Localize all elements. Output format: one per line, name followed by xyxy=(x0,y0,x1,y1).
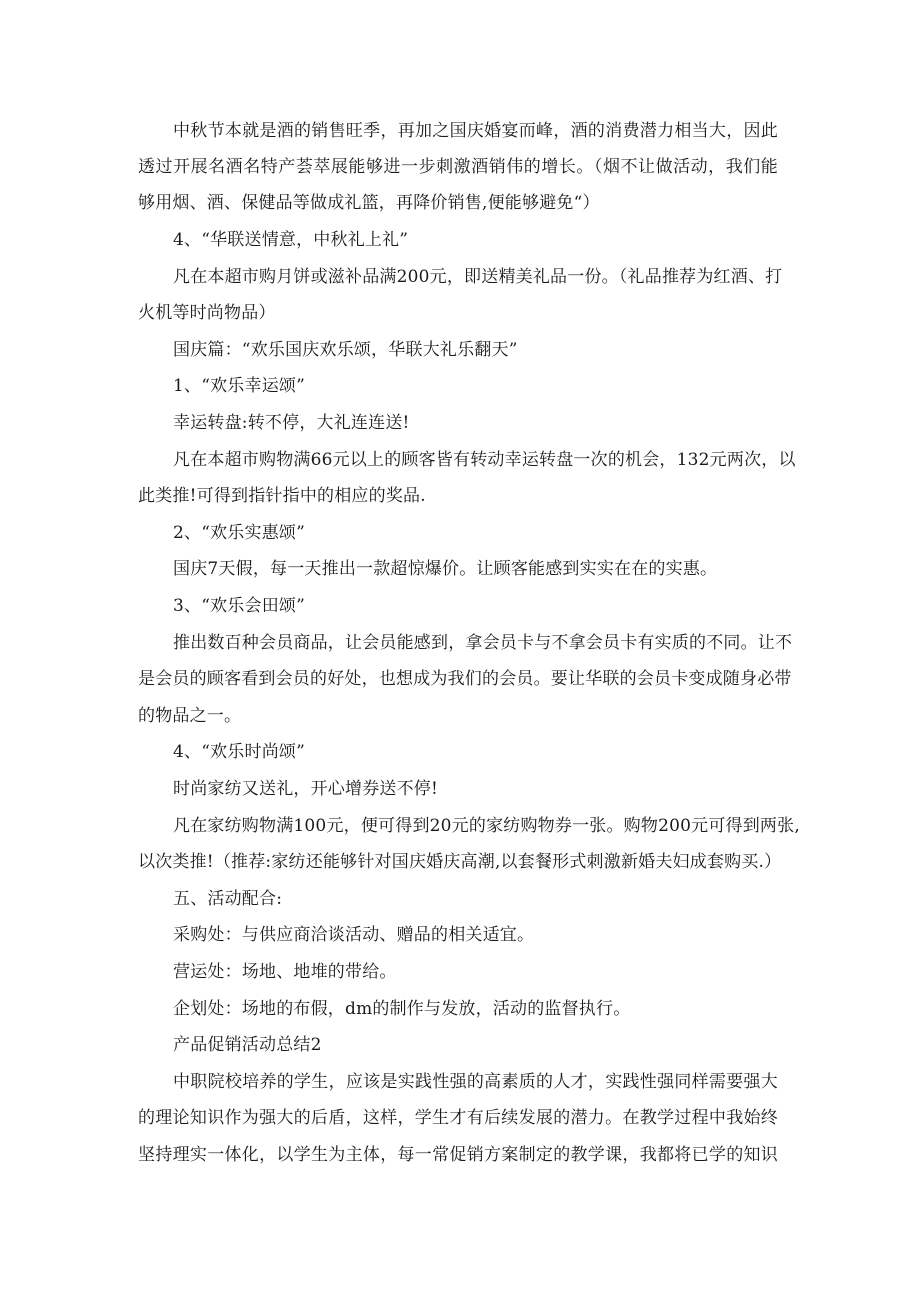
paragraph-line: 的理论知识作为强大的后盾，这样，学生才有后续发展的潜力。在教学过程中我始终 xyxy=(138,1108,778,1128)
paragraph-line: 凡在本超市购物满66元以上的顾客皆有转动幸运转盘一次的机会，132元两次，以 xyxy=(173,450,796,470)
paragraph-line: 采购处：与供应商洽谈活动、赠品的相关适宜。 xyxy=(173,925,535,945)
paragraph-line: 中秋节本就是酒的销售旺季，再加之国庆婚宴而峰，酒的消费潜力相当大，因此 xyxy=(173,121,778,141)
paragraph-line: 以次类推!（推荐:家纺还能够针对国庆婚庆高潮,以套餐形式刺激新婚夫妇成套购买.） xyxy=(138,852,782,872)
section-heading: 2、“欢乐实惠颂” xyxy=(173,523,305,543)
paragraph-line: 的物品之一。 xyxy=(138,706,242,726)
section-heading: 4、“华联送情意，中秋礼上礼” xyxy=(173,230,409,250)
paragraph-line: 幸运转盘:转不停，大礼连连送! xyxy=(173,413,410,433)
paragraph-line: 中职院校培养的学生，应该是实践性强的高素质的人才，实践性强同样需要强大 xyxy=(173,1072,778,1092)
paragraph-line: 坚持理实一体化，以学生为主体，每一常促销方案制定的教学课，我都将已学的知识 xyxy=(138,1145,778,1165)
paragraph-line: 火机等时尚物品） xyxy=(138,303,276,323)
paragraph-line: 凡在本超市购月饼或滋补品满200元，即送精美礼品一份。（礼品推荐为红酒、打 xyxy=(173,267,783,287)
paragraph-line: 企划处：场地的布假，dm的制作与发放，活动的监督执行。 xyxy=(173,999,631,1019)
paragraph-line: 营运处：场地、地堆的带给。 xyxy=(173,962,397,982)
paragraph-line: 时尚家纺又送礼，开心增券送不停! xyxy=(173,779,439,799)
paragraph-line: 是会员的顾客看到会员的好处，也想成为我们的会员。要让华联的会员卡变成随身必带 xyxy=(138,669,792,689)
section-heading: 1、“欢乐幸运颂” xyxy=(173,376,305,396)
section-heading: 国庆篇：“欢乐国庆欢乐颂，华联大礼乐翻天” xyxy=(173,340,518,360)
paragraph-line: 此类推!可得到指针指中的相应的奖品. xyxy=(138,486,426,506)
section-heading: 4、“欢乐时尚颂” xyxy=(173,742,305,762)
paragraph-line: 够用烟、酒、保健品等做成礼篮，再降价销售,便能够避免“） xyxy=(138,193,600,213)
paragraph-line: 透过开展名酒名特产荟萃展能够进一步刺激酒销伟的增长。（烟不让做活动，我们能 xyxy=(138,157,778,177)
paragraph-line: 凡在家纺购物满100元，便可得到20元的家纺购物券一张。购物200元可得到两张, xyxy=(173,816,800,836)
section-heading: 五、活动配合: xyxy=(173,889,283,909)
section-heading: 产品促销活动总结2 xyxy=(173,1035,322,1055)
paragraph-line: 推出数百种会员商品，让会员能感到，拿会员卡与不拿会员卡有实质的不同。让不 xyxy=(173,633,793,653)
section-heading: 3、“欢乐会田颂” xyxy=(173,596,305,616)
paragraph-line: 国庆7天假，每一天推出一款超惊爆价。让顾客能感到实实在在的实惠。 xyxy=(173,559,718,579)
